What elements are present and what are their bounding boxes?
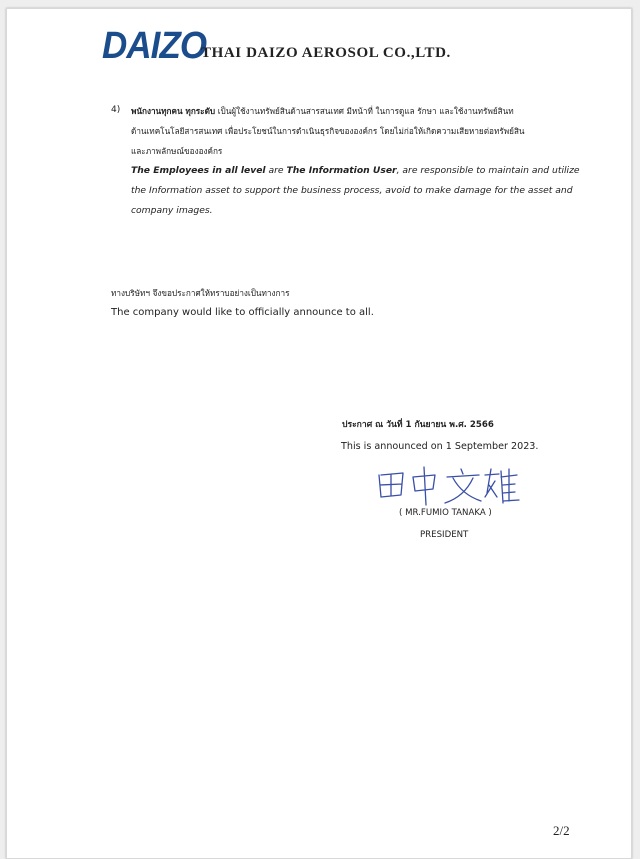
page-number: 2/2 <box>553 823 570 838</box>
announcement-thai: ทางบริษัทฯ จึงขอประกาศให้ทราบอย่างเป็นทางการ <box>111 288 290 298</box>
english-text-2: , are responsible to maintain and utilize <box>396 165 580 176</box>
english-line-3: company images. <box>131 205 213 216</box>
company-logo: DAIZO <box>102 25 207 67</box>
clause-number: 4) <box>111 105 121 115</box>
thai-line-2: ด้านเทคโนโลยีสารสนเทศ เพื่อประโยชน์ในการดำเนินธุรกิจขององค์กร โดยไม่ก่อให้เกิดความเสียหายต่อทรัพย์สิน <box>131 126 525 136</box>
english-bold-1: The Employees in all level <box>131 165 266 176</box>
clause-english-text <box>131 165 581 225</box>
handwritten-signature <box>373 463 523 507</box>
thai-lead: พนักงานทุกคน ทุกระดับ <box>131 106 216 116</box>
english-line-2: the Information asset to support the business process, avoid to make damage for the asset and <box>131 185 573 196</box>
english-text-1: are <box>265 165 287 176</box>
company-name: THAI DAIZO AEROSOL CO.,LTD. <box>201 45 451 61</box>
document-page <box>6 8 632 859</box>
signoff-block <box>337 419 539 540</box>
announce-date-thai: ประกาศ ณ วันที่ 1 กันยายน พ.ศ. 2566 <box>342 420 494 430</box>
english-line-1 <box>131 165 581 185</box>
thai-line-1-rest: เป็นผู้ใช้งานทรัพย์สินด้านสารสนเทศ มีหน้าที่ ในการดูแล รักษา และใช้งานทรัพย์สินท <box>215 106 514 116</box>
announce-date-english: This is announced on 1 September 2023. <box>341 441 539 452</box>
signatory-title: PRESIDENT <box>420 530 469 540</box>
english-bold-2: The Information User <box>286 165 397 176</box>
announcement-english: The company would like to officially announce to all. <box>111 307 374 318</box>
clause-thai-text <box>131 105 581 165</box>
signatory-name: ( MR.FUMIO TANAKA ) <box>399 508 492 518</box>
thai-line-3: และภาพลักษณ์ขององค์กร <box>131 146 223 156</box>
thai-line-1 <box>131 105 581 125</box>
announcement <box>111 287 374 319</box>
